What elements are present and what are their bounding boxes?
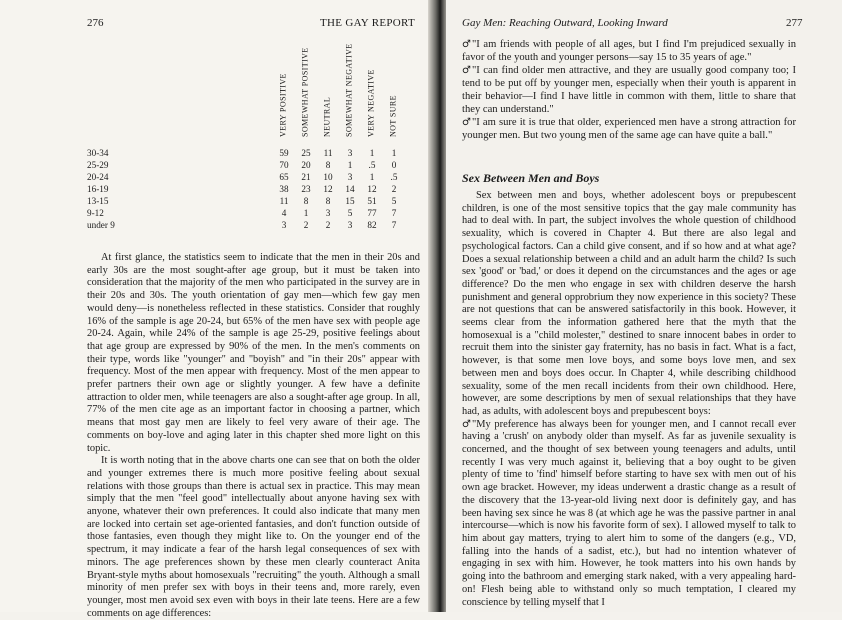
column-header: SOMEWHAT POSITIVE bbox=[300, 47, 310, 137]
column-header: VERY NEGATIVE bbox=[366, 69, 376, 137]
column-header: SOMEWHAT NEGATIVE bbox=[344, 43, 354, 137]
male-symbol-icon: ♂ bbox=[462, 65, 471, 76]
quote: ♂"I am sure it is true that older, experienced men have a strong attraction for younger men. But two young men of the same age can have quite a ball." bbox=[462, 117, 796, 141]
paragraph: At first glance, the statistics seem to indicate that the men in their 20s and early 30s are the most sought-after age group, but it must be taken into consideration that the majority of the men who participated in the survey are in their 20s and 30s. The youth orientation of gay men—which few gay men would deny—is nonetheless reflected in these statistics. Consider that roughly 16% of the sample is age 20-24, but 65% of the men have sex with people age 20-24. Again, while 24% of the sample is age 25-29, positive feelings about that age group are expressed by 90% of the men. In the men's comments on their type, words like "younger" and "boyish" and "in their 20s" appear with frequency. Most of the men appear with frequency. Most of the men appear to prefer partners their own age or slightly younger. A few have a definite attraction to older men, while teenagers are also a sought-after age group. In all, 77% of the men cite age as an important factor in choosing a partner, which means that most gay men are likely to feel very aware of their age. The comments on boy-love and aging later in this chapter shed more light on this topic. bbox=[87, 252, 420, 454]
table-row: 20-24 65 21 10 3 1 .5 bbox=[87, 172, 398, 182]
table-row: under 9 3 2 2 3 82 7 bbox=[87, 220, 397, 230]
male-symbol-icon: ♂ bbox=[462, 418, 471, 430]
table-row: 13-15 11 8 8 15 51 5 bbox=[87, 196, 397, 206]
quotes-block bbox=[462, 38, 796, 142]
section-heading: Sex Between Men and Boys bbox=[462, 171, 600, 185]
quote: ♂"I am friends with people of all ages, but I find I'm prejudiced sexually in favor of the youth and younger persons—say 15 to 35 years of age." bbox=[462, 39, 796, 63]
male-symbol-icon: ♂ bbox=[462, 39, 471, 50]
right-page bbox=[446, 0, 842, 612]
table-row: 9-12 4 1 3 5 77 7 bbox=[87, 208, 397, 218]
body-text-right bbox=[462, 190, 796, 609]
table-row: 25-29 70 20 8 1 .5 0 bbox=[87, 160, 397, 170]
table-row: 30-34 59 25 11 3 1 1 bbox=[87, 148, 397, 158]
running-head-right: Gay Men: Reaching Outward, Looking Inward bbox=[462, 17, 668, 29]
column-header: VERY POSITIVE bbox=[278, 73, 288, 137]
column-header: NEUTRAL bbox=[322, 96, 332, 137]
quote: ♂"I can find older men attractive, and they are usually good company too; I tend to be put off by younger men, especially when their youth is apparent in their behavior—I find I have little in common with them, little to share that they can understand." bbox=[462, 65, 796, 115]
table-row: 16-19 38 23 12 14 12 2 bbox=[87, 184, 397, 194]
paragraph: Sex between men and boys, whether adolescent boys or prepubescent children, is one of the most sensitive topics that the gay male community has had to deal with. In part, the subject involves the whole question of childhood sexuality, which is covered in Chapter 4. But there are also legal and psychological factors. Can a child give consent, and if so how and at what age? Does a sexual relationship between a child and an adult harm the child? Is such sex 'good' or 'bad,' or does it depend on the circumstances and the ages or age difference? Do the men who engage in sex with children deserve the harsh punishment and general opprobrium they now experience in this society? These are not questions that can be answered satisfactorily in this book. However, it seems clear from the information gathered here that the myth that the homosexual is a "child molester," destined to snare innocent babes in order to recruit them into the sinister gay fraternity, has no basis in fact. What is a fact, however, is that some men love boys, and some boys love men, and sex between men and boys does occur. In Chapter 4, while describing childhood sexuality, some of the men recall incidents from their own childhood. Here, however, are some descriptions by men of sexual relationships that they have had, as adults, with adolescent boys and prepubescent boys: bbox=[462, 190, 796, 417]
quote: ♂"My preference has always been for younger men, and I cannot recall ever having a 'crush' on anybody older than myself. As far as juvenile sexuality is concerned, and the thought of sex between young teenagers and adults, until recently I was very much against it, believing that a boy ought to be given plenty of time to 'find' himself before starting to have sex with men out of his own age bracket. However, my ideas underwent a drastic change as a result of the discovery that the 13-year-old living next door is definitely gay, and has been having sex since he was 8 (at which age he was the passive partner in anal intercourse—which is now his favorite form of sex). I allowed myself to talk to him about gay matters, trying to alert him to some of the dangers (e.g., VD, falling into the hands of a sadist, etc.), but had no intention whatever of engaging in sex with him. However, he took matters into his own hands by going into the bathroom and emerging stark naked, with a very appealing hard-on! Flesh being able to withstand only so much temptation, I cleared my conscience by telling myself that I bbox=[462, 418, 796, 608]
body-text-left bbox=[87, 252, 420, 620]
page-number-left: 276 bbox=[87, 17, 104, 29]
page-number-right: 277 bbox=[786, 17, 803, 29]
running-head-left: THE GAY REPORT bbox=[320, 17, 416, 29]
paragraph: It is worth noting that in the above charts one can see that on both the older and younger extremes there is much more positive feeling about sexual relations with those groups than there is actual sex in practice. This may mean simply that the men "feel good" intellectually about anyone having sex with anyone, whatever their own preferences. It could also indicate that many men are locked into certain set age-oriented fantasies, and don't function outside of those fantasies, even though they might like to. On the younger end of the spectrum, it may indicate a fear of the harsh legal consequences of sex with minors. The age preferences shown by these men clearly counteract Anita Bryant-style myths about homosexuals "recruiting" the youth. Although a small minority of men prefer sex with boys in their teens and, more rarely, even younger, most men avoid sex even with boys in their late teens. Here are a few comments on age differences: bbox=[87, 455, 420, 619]
male-symbol-icon: ♂ bbox=[462, 117, 471, 128]
column-header: NOT SURE bbox=[388, 95, 398, 137]
